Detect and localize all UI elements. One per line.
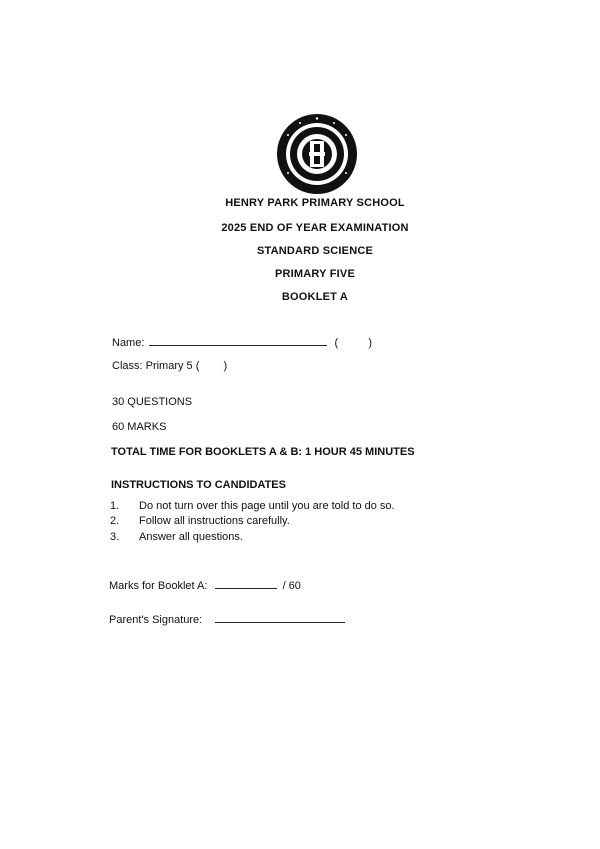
instruction-number: 1. [110,500,120,512]
signature-field[interactable] [215,622,345,623]
marks-count: 60 MARKS [112,421,167,433]
instruction-number: 2. [110,515,120,527]
exam-title: 2025 END OF YEAR EXAMINATION [221,222,409,234]
question-count: 30 QUESTIONS [112,396,193,408]
marks-field[interactable] [215,588,277,589]
level-title: PRIMARY FIVE [274,268,356,280]
school-name: HENRY PARK PRIMARY SCHOOL [225,197,405,209]
name-field[interactable] [149,345,327,346]
booklet-title: BOOKLET A [281,291,349,303]
school-crest-icon [276,113,358,195]
signature-label: Parent's Signature: [109,614,203,626]
instruction-text: Follow all instructions carefully. [139,515,290,527]
subject-title: STANDARD SCIENCE [256,245,374,257]
class-close: ) [223,360,228,372]
class-row [112,360,227,372]
signature-row [109,614,345,626]
marks-label: Marks for Booklet A: [109,580,208,592]
class-label: Class: Primary 5 ( [112,360,200,372]
instruction-text: Do not turn over this page until you are told to do so. [139,500,395,512]
instruction-number: 3. [110,531,120,543]
instruction-text: Answer all questions. [139,531,243,543]
name-label: Name: [112,337,145,349]
index-close: ) [368,337,372,349]
total-time: TOTAL TIME FOR BOOKLETS A & B: 1 HOUR 45 MINUTES [111,446,415,458]
index-open: ( [334,337,339,349]
instructions-heading: INSTRUCTIONS TO CANDIDATES [111,479,286,491]
marks-row [109,580,301,592]
marks-total: / 60 [282,580,301,592]
name-row [112,337,372,349]
